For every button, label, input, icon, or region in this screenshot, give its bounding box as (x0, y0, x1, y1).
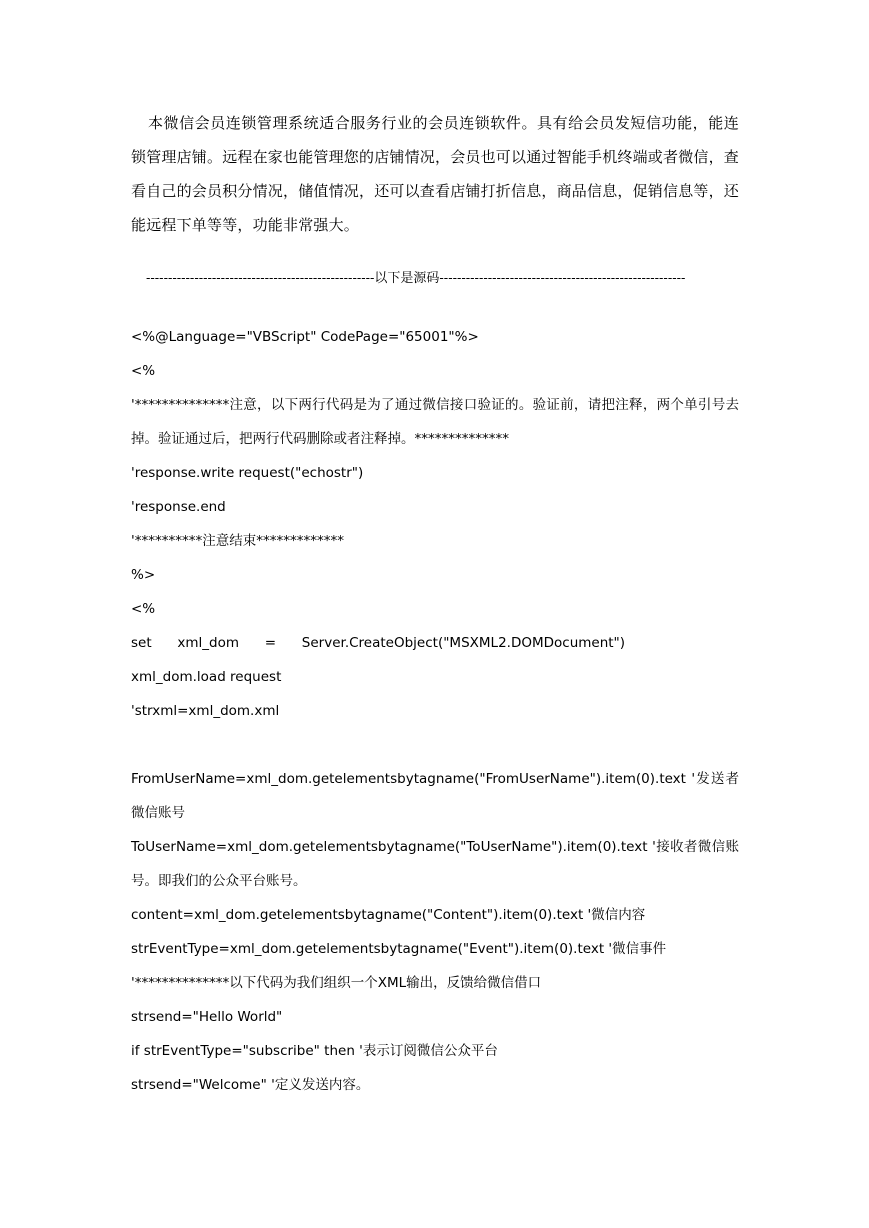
code-line: content=xml_dom.getelementsbytagname("Content").item(0).text '微信内容 (131, 907, 646, 923)
code-line: '**********注意结束************* (131, 533, 344, 549)
code-line: %> (131, 567, 156, 583)
code-line (131, 728, 739, 762)
code-line: strEventType=xml_dom.getelementsbytagname("Event").item(0).text '微信事件 (131, 941, 667, 957)
code-line: xml_dom.load request (131, 669, 282, 685)
code-line: strsend="Hello World" (131, 1009, 283, 1025)
code-line: FromUserName=xml_dom.getelementsbytagname("FromUserName").item(0).text '发送者微信账号 (131, 771, 739, 821)
code-line: ToUserName=xml_dom.getelementsbytagname("ToUserName").item(0).text '接收者微信账号。即我们的公众平台账号。 (131, 839, 739, 889)
code-line: 'strxml=xml_dom.xml (131, 703, 280, 719)
code-line: if strEventType="subscribe" then '表示订阅微信公众平台 (131, 1043, 498, 1059)
intro-paragraph: 本微信会员连锁管理系统适合服务行业的会员连锁软件。具有给会员发短信功能，能连锁管理店铺。远程在家也能管理您的店铺情况，会员也可以通过智能手机终端或者微信，查看自己的会员积分情况，储值情况，还可以查看店铺打折信息，商品信息，促销信息等，还能远程下单等等，功能非常强大。 (131, 114, 740, 234)
code-line: 'response.write request("echostr") (131, 465, 364, 481)
code-line: <% (131, 601, 156, 617)
source-code-block (131, 320, 739, 1102)
code-line: '**************注意，以下两行代码是为了通过微信接口验证的。验证前，请把注释，两个单引号去掉。验证通过后，把两行代码删除或者注释掉。************** (131, 397, 739, 447)
code-line: strsend="Welcome" '定义发送内容。 (131, 1077, 370, 1093)
code-line: <%@Language="VBScript" CodePage="65001"%> (131, 329, 479, 345)
code-line: set xml_dom = Server.CreateObject("MSXML2.DOMDocument") (131, 635, 626, 651)
code-line: '**************以下代码为我们组织一个XML输出，反馈给微信借口 (131, 975, 542, 991)
code-line: 'response.end (131, 499, 226, 515)
code-line: <% (131, 363, 156, 379)
source-code-divider: ----------------------------------------------------以下是源码-------------------------------------------------------- (146, 271, 686, 286)
